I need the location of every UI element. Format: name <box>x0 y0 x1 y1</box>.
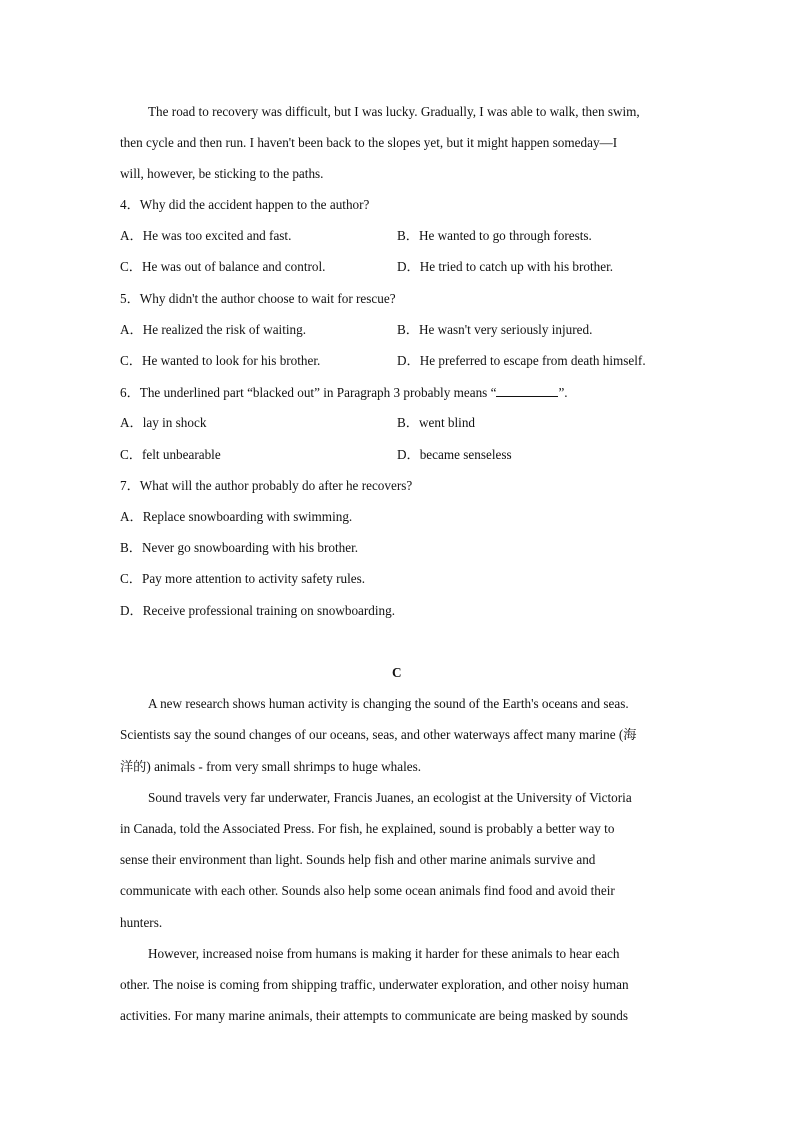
question-4-option-a: A．He was too excited and fast. <box>120 228 292 243</box>
passage-b-line-3: will, however, be sticking to the paths. <box>120 166 324 181</box>
question-6-option-d: D．became senseless <box>397 447 512 462</box>
passage-c-line-10: other. The noise is coming from shipping traffic, underwater exploration, and other noisy human <box>120 977 629 992</box>
passage-b-line-2: then cycle and then run. I haven't been back to the slopes yet, but it might happen someday—I <box>120 135 618 150</box>
passage-c-line-7: communicate with each other. Sounds also help some ocean animals find food and avoid their <box>120 883 615 898</box>
passage-c-line-8: hunters. <box>120 915 163 930</box>
answer-blank <box>496 384 558 397</box>
question-6-option-b: B．went blind <box>397 415 476 430</box>
question-7-option-b: B．Never go snowboarding with his brother. <box>120 540 359 555</box>
question-7-option-c: C．Pay more attention to activity safety rules. <box>120 571 366 586</box>
passage-b-line-1: The road to recovery was difficult, but I was lucky. Gradually, I was able to walk, then swim, <box>148 104 640 119</box>
question-7-stem: 7．What will the author probably do after he recovers? <box>120 478 413 493</box>
section-c-title: C <box>392 665 402 680</box>
question-4-option-c: C．He was out of balance and control. <box>120 259 326 274</box>
question-5-option-a: A．He realized the risk of waiting. <box>120 322 307 337</box>
passage-c-line-2: Scientists say the sound changes of our oceans, seas, and other waterways affect many marine (海 <box>120 727 637 742</box>
question-6-option-c: C．felt unbearable <box>120 447 221 462</box>
passage-c-line-4: Sound travels very far underwater, Francis Juanes, an ecologist at the University of Victoria <box>148 790 632 805</box>
question-5-stem: 5．Why didn't the author choose to wait for rescue? <box>120 291 396 306</box>
question-5-option-b: B．He wasn't very seriously injured. <box>397 322 593 337</box>
question-4-option-d: D．He tried to catch up with his brother. <box>397 259 614 274</box>
question-5-option-d: D．He preferred to escape from death himself. <box>397 353 646 368</box>
question-6-option-a: A．lay in shock <box>120 415 207 430</box>
question-7-option-a: A．Replace snowboarding with swimming. <box>120 509 353 524</box>
passage-c-line-1: A new research shows human activity is changing the sound of the Earth's oceans and seas. <box>148 696 629 711</box>
passage-c-line-9: However, increased noise from humans is making it harder for these animals to hear each <box>148 946 620 961</box>
passage-c-line-5: in Canada, told the Associated Press. For fish, he explained, sound is probably a better way to <box>120 821 615 836</box>
passage-c-line-6: sense their environment than light. Sounds help fish and other marine animals survive and <box>120 852 596 867</box>
passage-c-line-3: 洋的) animals - from very small shrimps to huge whales. <box>120 759 422 774</box>
question-7-option-d: D．Receive professional training on snowboarding. <box>120 603 396 618</box>
question-6-stem-text: 6．The underlined part “blacked out” in Paragraph 3 probably means “ <box>120 385 497 400</box>
passage-c-line-11: activities. For many marine animals, their attempts to communicate are being masked by sounds <box>120 1008 628 1023</box>
question-5-option-c: C．He wanted to look for his brother. <box>120 353 321 368</box>
question-4-option-b: B．He wanted to go through forests. <box>397 228 592 243</box>
question-4-stem: 4．Why did the accident happen to the author? <box>120 197 370 212</box>
question-6-stem <box>120 384 568 401</box>
question-6-stem-end: ”. <box>558 385 568 400</box>
